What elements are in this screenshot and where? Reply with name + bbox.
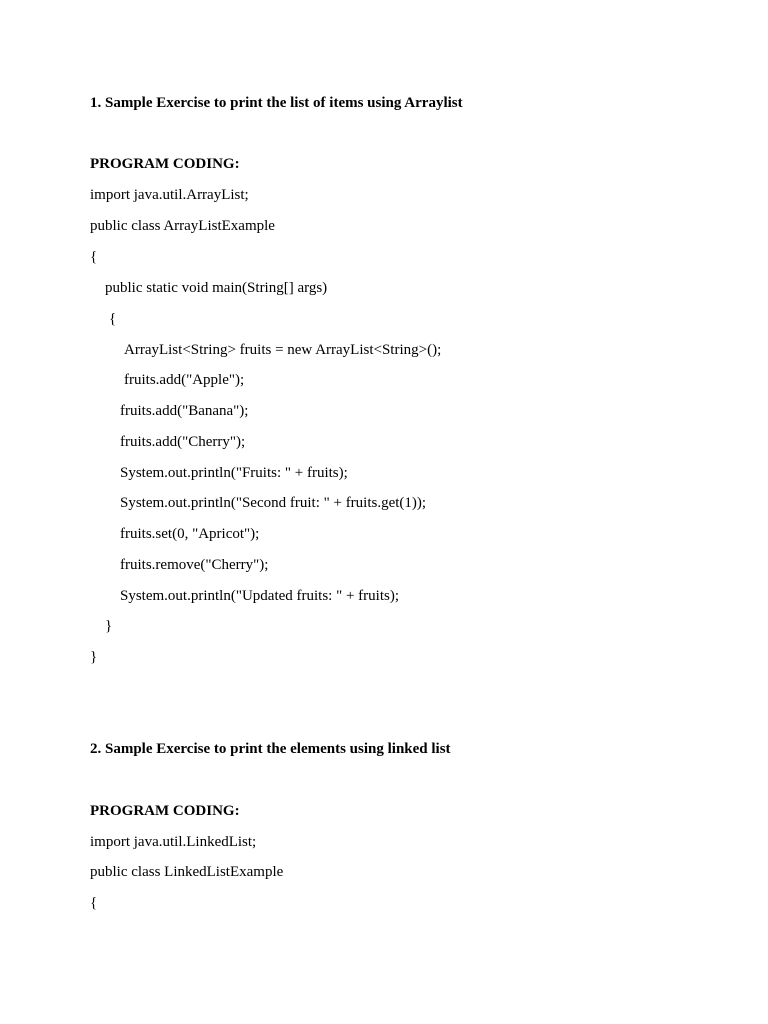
code-line: { [109,311,117,327]
section-2-coding-label: PROGRAM CODING: [90,803,240,819]
code-line: fruits.add("Cherry"); [120,434,246,450]
code-line: public class ArrayListExample [90,218,275,234]
code-line: import java.util.ArrayList; [90,187,249,203]
code-line: System.out.println("Second fruit: " + fruits.get(1)); [120,495,427,511]
code-line: fruits.remove("Cherry"); [120,557,269,573]
code-line: ArrayList<String> fruits = new ArrayList<String>(); [124,342,442,358]
code-line: fruits.add("Banana"); [120,403,249,419]
code-line: System.out.println("Updated fruits: " + fruits); [120,588,400,604]
code-line: } [90,649,98,665]
section-1-heading: 1. Sample Exercise to print the list of items using Arraylist [90,95,463,111]
code-line: } [105,618,113,634]
code-line: import java.util.LinkedList; [90,834,257,850]
code-line: { [90,895,98,911]
code-line: public static void main(String[] args) [105,280,328,296]
code-line: public class LinkedListExample [90,864,284,880]
code-line: fruits.set(0, "Apricot"); [120,526,260,542]
code-line: System.out.println("Fruits: " + fruits); [120,465,348,481]
section-1-coding-label: PROGRAM CODING: [90,156,240,172]
section-2-heading: 2. Sample Exercise to print the elements using linked list [90,741,451,757]
code-line: fruits.add("Apple"); [124,372,245,388]
code-line: { [90,249,98,265]
